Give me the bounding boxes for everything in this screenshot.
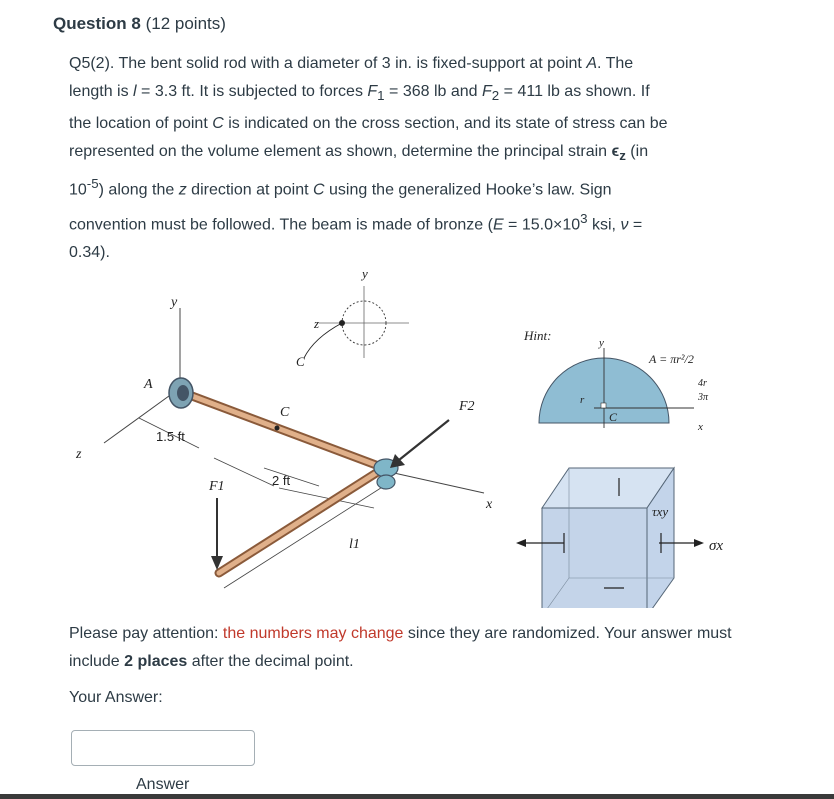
note-prefix: Please pay attention: xyxy=(69,625,223,642)
label-a: A xyxy=(144,377,153,392)
label-f2: F2 xyxy=(459,399,475,414)
note-highlight: the numbers may change xyxy=(222,625,404,642)
note-bold: 2 places xyxy=(124,653,188,670)
answer-input[interactable] xyxy=(71,730,255,766)
question-text xyxy=(69,50,739,267)
answer-field-label: Answer xyxy=(136,776,190,793)
hint-x-label: x xyxy=(698,421,703,433)
question-line: $10^{-5}$) along the z direction at point C using the generalized Hooke’s law. Sign xyxy=(69,176,612,199)
hint-4r-label: 4r xyxy=(698,378,707,389)
hint-diagram xyxy=(523,328,709,433)
randomization-note xyxy=(69,620,749,676)
question-line: Q5(2). The bent solid rod with a diameter of 3 in. is fixed-support at point A. The xyxy=(69,55,634,72)
hint-label: Hint: xyxy=(524,328,552,343)
label-dim-1-5: 1.5 ft xyxy=(156,429,185,444)
question-line: convention must be followed. The beam is made of bronze ($E = 15.0\times 10^3$ ksi, ν = xyxy=(69,210,643,234)
hint-y-label: y xyxy=(599,337,604,349)
label-c: C xyxy=(280,405,290,420)
rod-diagram xyxy=(75,266,493,588)
hint-3pi-label: 3π xyxy=(698,392,709,403)
question-line: the location of point C is indicated on the cross section, and its state of stress can be xyxy=(69,115,668,133)
tau-label: τxy xyxy=(652,504,669,519)
question-title xyxy=(53,14,226,34)
label-f1: F1 xyxy=(209,479,225,494)
note-middle: since they are randomized. Your answer must include xyxy=(69,625,732,670)
stress-element xyxy=(516,468,723,608)
question-line: length is l = 3.3 ft. It is subjected to forces $F_1 = 368$ lb and $F_2 = 411$ lb as shown. If xyxy=(69,83,650,104)
label-c-top: C xyxy=(296,354,305,369)
label-x: x xyxy=(486,497,493,512)
hint-c-label: C xyxy=(609,410,618,424)
sigma-label: σx xyxy=(709,538,724,554)
problem-figure xyxy=(64,258,754,608)
label-l1: l1 xyxy=(349,537,360,552)
label-z: z xyxy=(76,447,82,462)
your-answer-label: Your Answer: xyxy=(69,689,163,706)
question-points: (12 points) xyxy=(145,14,226,33)
label-dim-2: 2 ft xyxy=(272,473,291,488)
bottom-bar xyxy=(0,794,834,799)
label-z-top: z xyxy=(314,316,320,331)
question-line: represented on the volume element as shown, determine the principal strain $\epsilon_z$ (in xyxy=(69,143,649,164)
hint-r-label: r xyxy=(580,394,585,406)
question-number: Question 8 xyxy=(53,14,141,33)
note-suffix: after the decimal point. xyxy=(187,653,354,670)
label-y-top: y xyxy=(362,266,368,281)
hint-area-label: A = πr²/2 xyxy=(649,352,694,366)
question-line: 0.34). xyxy=(69,244,110,262)
label-y-left: y xyxy=(171,295,178,310)
